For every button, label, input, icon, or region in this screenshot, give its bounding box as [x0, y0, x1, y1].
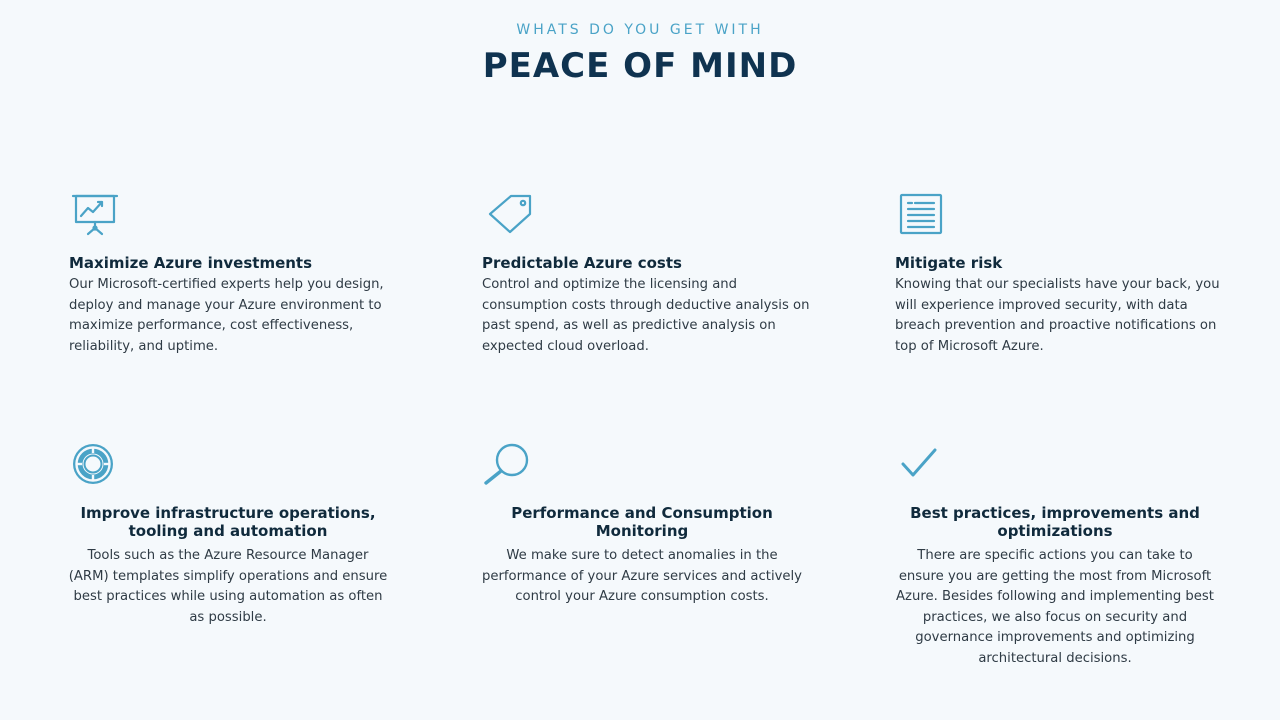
feature-description: There are specific actions you can take to ensure you are getting the most from Microsoft Azure. Besides following and implementing best practices, we also focus on security and governance improvements and optimizing architectural decisions. — [896, 548, 1214, 666]
feature-title: Predictable Azure costs — [482, 254, 682, 272]
feature-title: Maximize Azure investments — [69, 254, 313, 272]
feature-description: We make sure to detect anomalies in the performance of your Azure services and actively control your Azure consumption costs. — [482, 548, 802, 604]
presentation-chart-icon — [71, 192, 121, 236]
feature-title: Improve infrastructure operations, tooling and automation — [80, 504, 376, 540]
section-title: PEACE OF MIND — [482, 46, 798, 86]
lifebuoy-icon — [69, 442, 119, 486]
feature-title: Performance and Consumption Monitoring — [511, 504, 773, 540]
feature-description: Knowing that our specialists have your back, you will experience improved security, with data breach prevention and proactive notifications on top of Microsoft Azure. — [895, 277, 1220, 354]
section-eyebrow: WHATS DO YOU GET WITH — [516, 22, 764, 38]
magnifier-icon — [482, 442, 532, 486]
feature-title: Mitigate risk — [895, 254, 1003, 272]
price-tag-icon — [484, 192, 534, 236]
feature-description: Tools such as the Azure Resource Manager (ARM) templates simplify operations and ensure best practices while using automation as often as possible. — [68, 548, 388, 625]
feature-title: Best practices, improvements and optimizations — [910, 504, 1200, 540]
checkmark-icon — [895, 442, 945, 486]
feature-description: Our Microsoft-certified experts help you design, deploy and manage your Azure environment to maximize performance, cost effectiveness, reliability, and uptime. — [69, 277, 384, 354]
document-icon — [897, 192, 947, 236]
feature-description: Control and optimize the licensing and consumption costs through deductive analysis on past spend, as well as predictive analysis on expected cloud overload. — [482, 277, 810, 354]
